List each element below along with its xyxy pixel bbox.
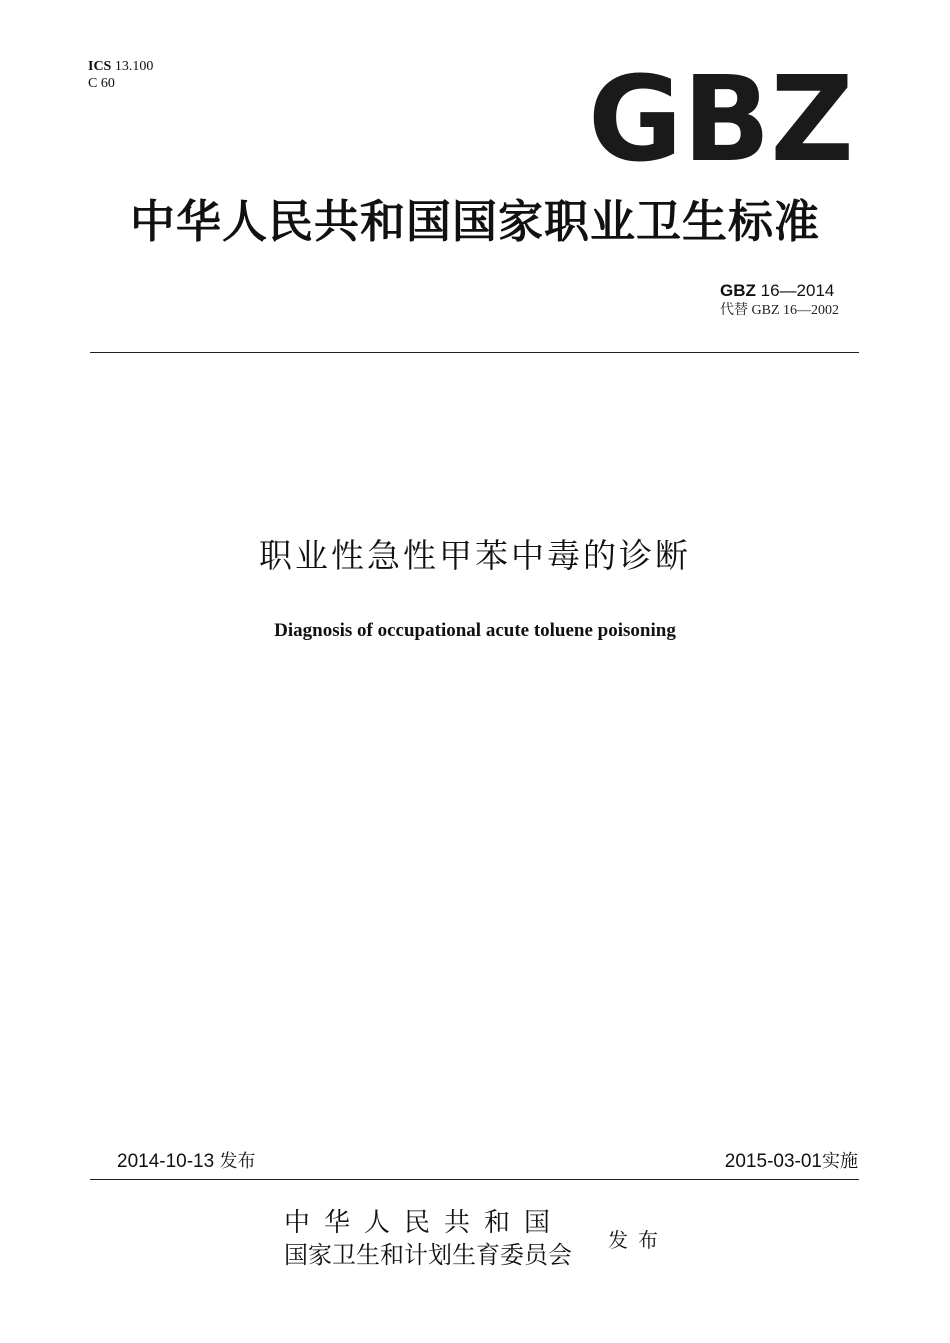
gbz-logo (586, 72, 856, 164)
issue-date-suffix: 发布 (219, 1151, 256, 1172)
document-title-english: Diagnosis of occupational acute toluene poisoning (274, 620, 676, 641)
publisher-agency: 国家卫生和计划生育委员会 (284, 1241, 572, 1269)
classification-codes (88, 58, 153, 92)
publisher-country: 中华人民共和国 (284, 1208, 565, 1238)
gbz-logo-text: GBZ (588, 72, 854, 164)
standard-number-value: 16—2014 (760, 281, 835, 300)
ccs-value: 60 (100, 76, 115, 91)
ics-code (88, 58, 153, 75)
standard-number (720, 280, 839, 302)
effective-date-value: 2015-03-01 (724, 1151, 822, 1172)
issue-date (117, 1150, 255, 1174)
standard-category-title: 中华人民共和国国家职业卫生标准 (129, 195, 820, 248)
replaces-standard: 代替 GBZ 16—2002 (720, 303, 839, 318)
issue-date-value: 2014-10-13 (117, 1151, 215, 1172)
publisher-block (284, 1207, 594, 1271)
effective-date (725, 1150, 858, 1174)
standard-number-block (720, 280, 839, 320)
publish-action: 发布 (608, 1228, 668, 1252)
ics-value: 13.100 (114, 59, 154, 74)
ccs-label: C (88, 76, 98, 91)
ics-label: ICS (88, 59, 112, 74)
top-divider (90, 352, 859, 353)
bottom-divider (90, 1179, 859, 1180)
effective-date-suffix: 实施 (822, 1151, 858, 1172)
ccs-code (88, 75, 153, 92)
standard-number-prefix: GBZ (720, 281, 756, 300)
document-title-chinese: 职业性急性甲苯中毒的诊断 (259, 536, 691, 575)
